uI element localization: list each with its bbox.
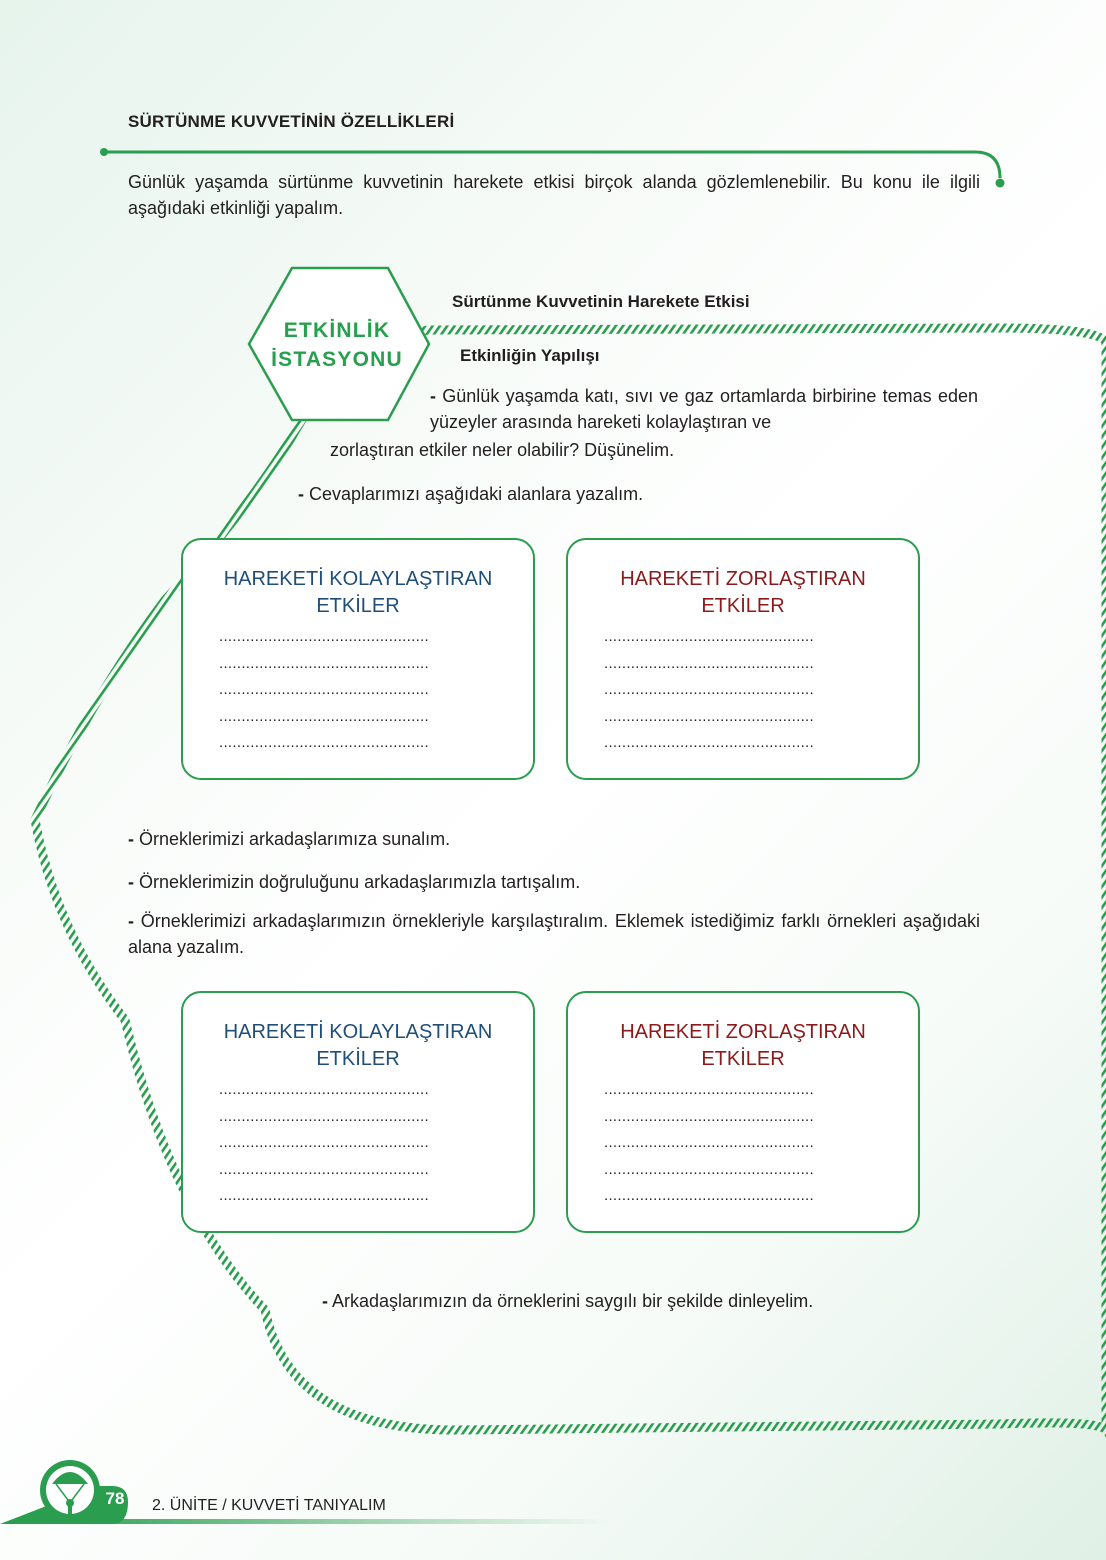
hard-box-title [568,566,918,620]
answer-line[interactable]: ............................................... [604,1160,814,1178]
page-number: 78 [105,1489,125,1508]
answer-line[interactable]: ............................................... [219,1134,429,1151]
step-6-text: Arkadaşlarımızın da örneklerini saygılı bir şekilde dinleyelim. [332,1291,814,1311]
easy-box-2 [181,991,535,1233]
answer-line[interactable]: ............................................... [219,707,429,725]
answer-line[interactable]: ............................................... [604,1081,814,1098]
answer-line[interactable]: ............................................... [604,628,814,645]
answer-line[interactable]: ............................................... [604,734,814,751]
answer-lines[interactable] [604,624,894,757]
step-4-text: Örneklerimizin doğruluğunu arkadaşlarımızla tartışalım. [139,872,581,892]
step-1a [430,383,978,435]
step-2-text: Cevaplarımızı aşağıdaki alanlara yazalım. [309,484,644,504]
hard-box-title-line2: ETKİLER [701,1048,785,1070]
step-4 [128,869,580,895]
bullet: - [128,829,134,849]
bullet: - [128,911,134,931]
answer-line[interactable]: ............................................... [219,1187,429,1204]
easy-box-title-line2: ETKİLER [316,1048,400,1070]
station-label [262,316,412,374]
station-label-line1: ETKİNLİK [283,319,391,342]
intro-paragraph: Günlük yaşamda sürtünme kuvvetinin harekete etkisi birçok alanda gözlemlenebilir. Bu konu ile ilgili aşağıdaki etkinliği yapalım. [128,172,980,218]
answer-line[interactable]: ............................................... [219,681,429,698]
step-1a-text: Günlük yaşamda katı, sıvı ve gaz ortamlarda birbirine temas eden yüzeyler arasında hareketi kolaylaştıran ve [430,386,978,432]
answer-line[interactable]: ............................................... [219,734,429,751]
hard-box-title-line1: HAREKETİ ZORLAŞTIRAN [620,568,866,590]
step-2 [298,481,643,507]
answer-line[interactable]: ............................................... [219,1160,429,1178]
easy-box-title-line2: ETKİLER [316,595,400,617]
answer-lines[interactable] [219,624,509,757]
hard-box-title-line1: HAREKETİ ZORLAŞTIRAN [620,1021,866,1043]
easy-box-title-line1: HAREKETİ KOLAYLAŞTIRAN [223,568,493,590]
easy-box-title [183,1019,533,1073]
step-3-text: Örneklerimizi arkadaşlarımıza sunalım. [139,829,451,849]
answer-line[interactable]: ............................................... [219,654,429,672]
answer-line[interactable]: ............................................... [604,654,814,672]
step-1b: zorlaştıran etkiler neler olabilir? Düşünelim. [330,440,675,460]
answer-line[interactable]: ............................................... [604,681,814,698]
easy-box-title [183,566,533,620]
activity-title: Sürtünme Kuvvetinin Harekete Etkisi [452,292,750,311]
section-title: SÜRTÜNME KUVVETİNİN ÖZELLİKLERİ [128,112,455,131]
bullet: - [430,386,436,406]
station-label-line2: İSTASYONU [271,348,403,371]
answer-line[interactable]: ............................................... [219,1081,429,1098]
hard-box-1 [566,538,920,780]
easy-box-title-line1: HAREKETİ KOLAYLAŞTIRAN [223,1021,493,1043]
activity-subtitle: Etkinliğin Yapılışı [460,346,600,365]
easy-box-1 [181,538,535,780]
hard-box-title-line2: ETKİLER [701,595,785,617]
answer-line[interactable]: ............................................... [219,628,429,645]
answer-line[interactable]: ............................................... [604,1187,814,1204]
bullet: - [298,484,304,504]
step-6 [322,1288,813,1314]
step-3 [128,826,450,852]
answer-line[interactable]: ............................................... [604,707,814,725]
hard-box-title [568,1019,918,1073]
hard-box-2 [566,991,920,1233]
answer-line[interactable]: ............................................... [604,1134,814,1151]
step-5-text: Örneklerimizi arkadaşlarımızın örnekleriyle karşılaştıralım. Eklemek istediğimiz farklı örnekleri aşağıdaki alana yazalım. [128,911,980,957]
bullet: - [322,1291,328,1311]
bullet: - [128,872,134,892]
answer-line[interactable]: ............................................... [604,1107,814,1125]
answer-lines[interactable] [219,1077,509,1210]
answer-line[interactable]: ............................................... [219,1107,429,1125]
answer-lines[interactable] [604,1077,894,1210]
step-5 [128,908,980,960]
unit-title: 2. ÜNİTE / KUVVETİ TANIYALIM [152,1497,386,1514]
